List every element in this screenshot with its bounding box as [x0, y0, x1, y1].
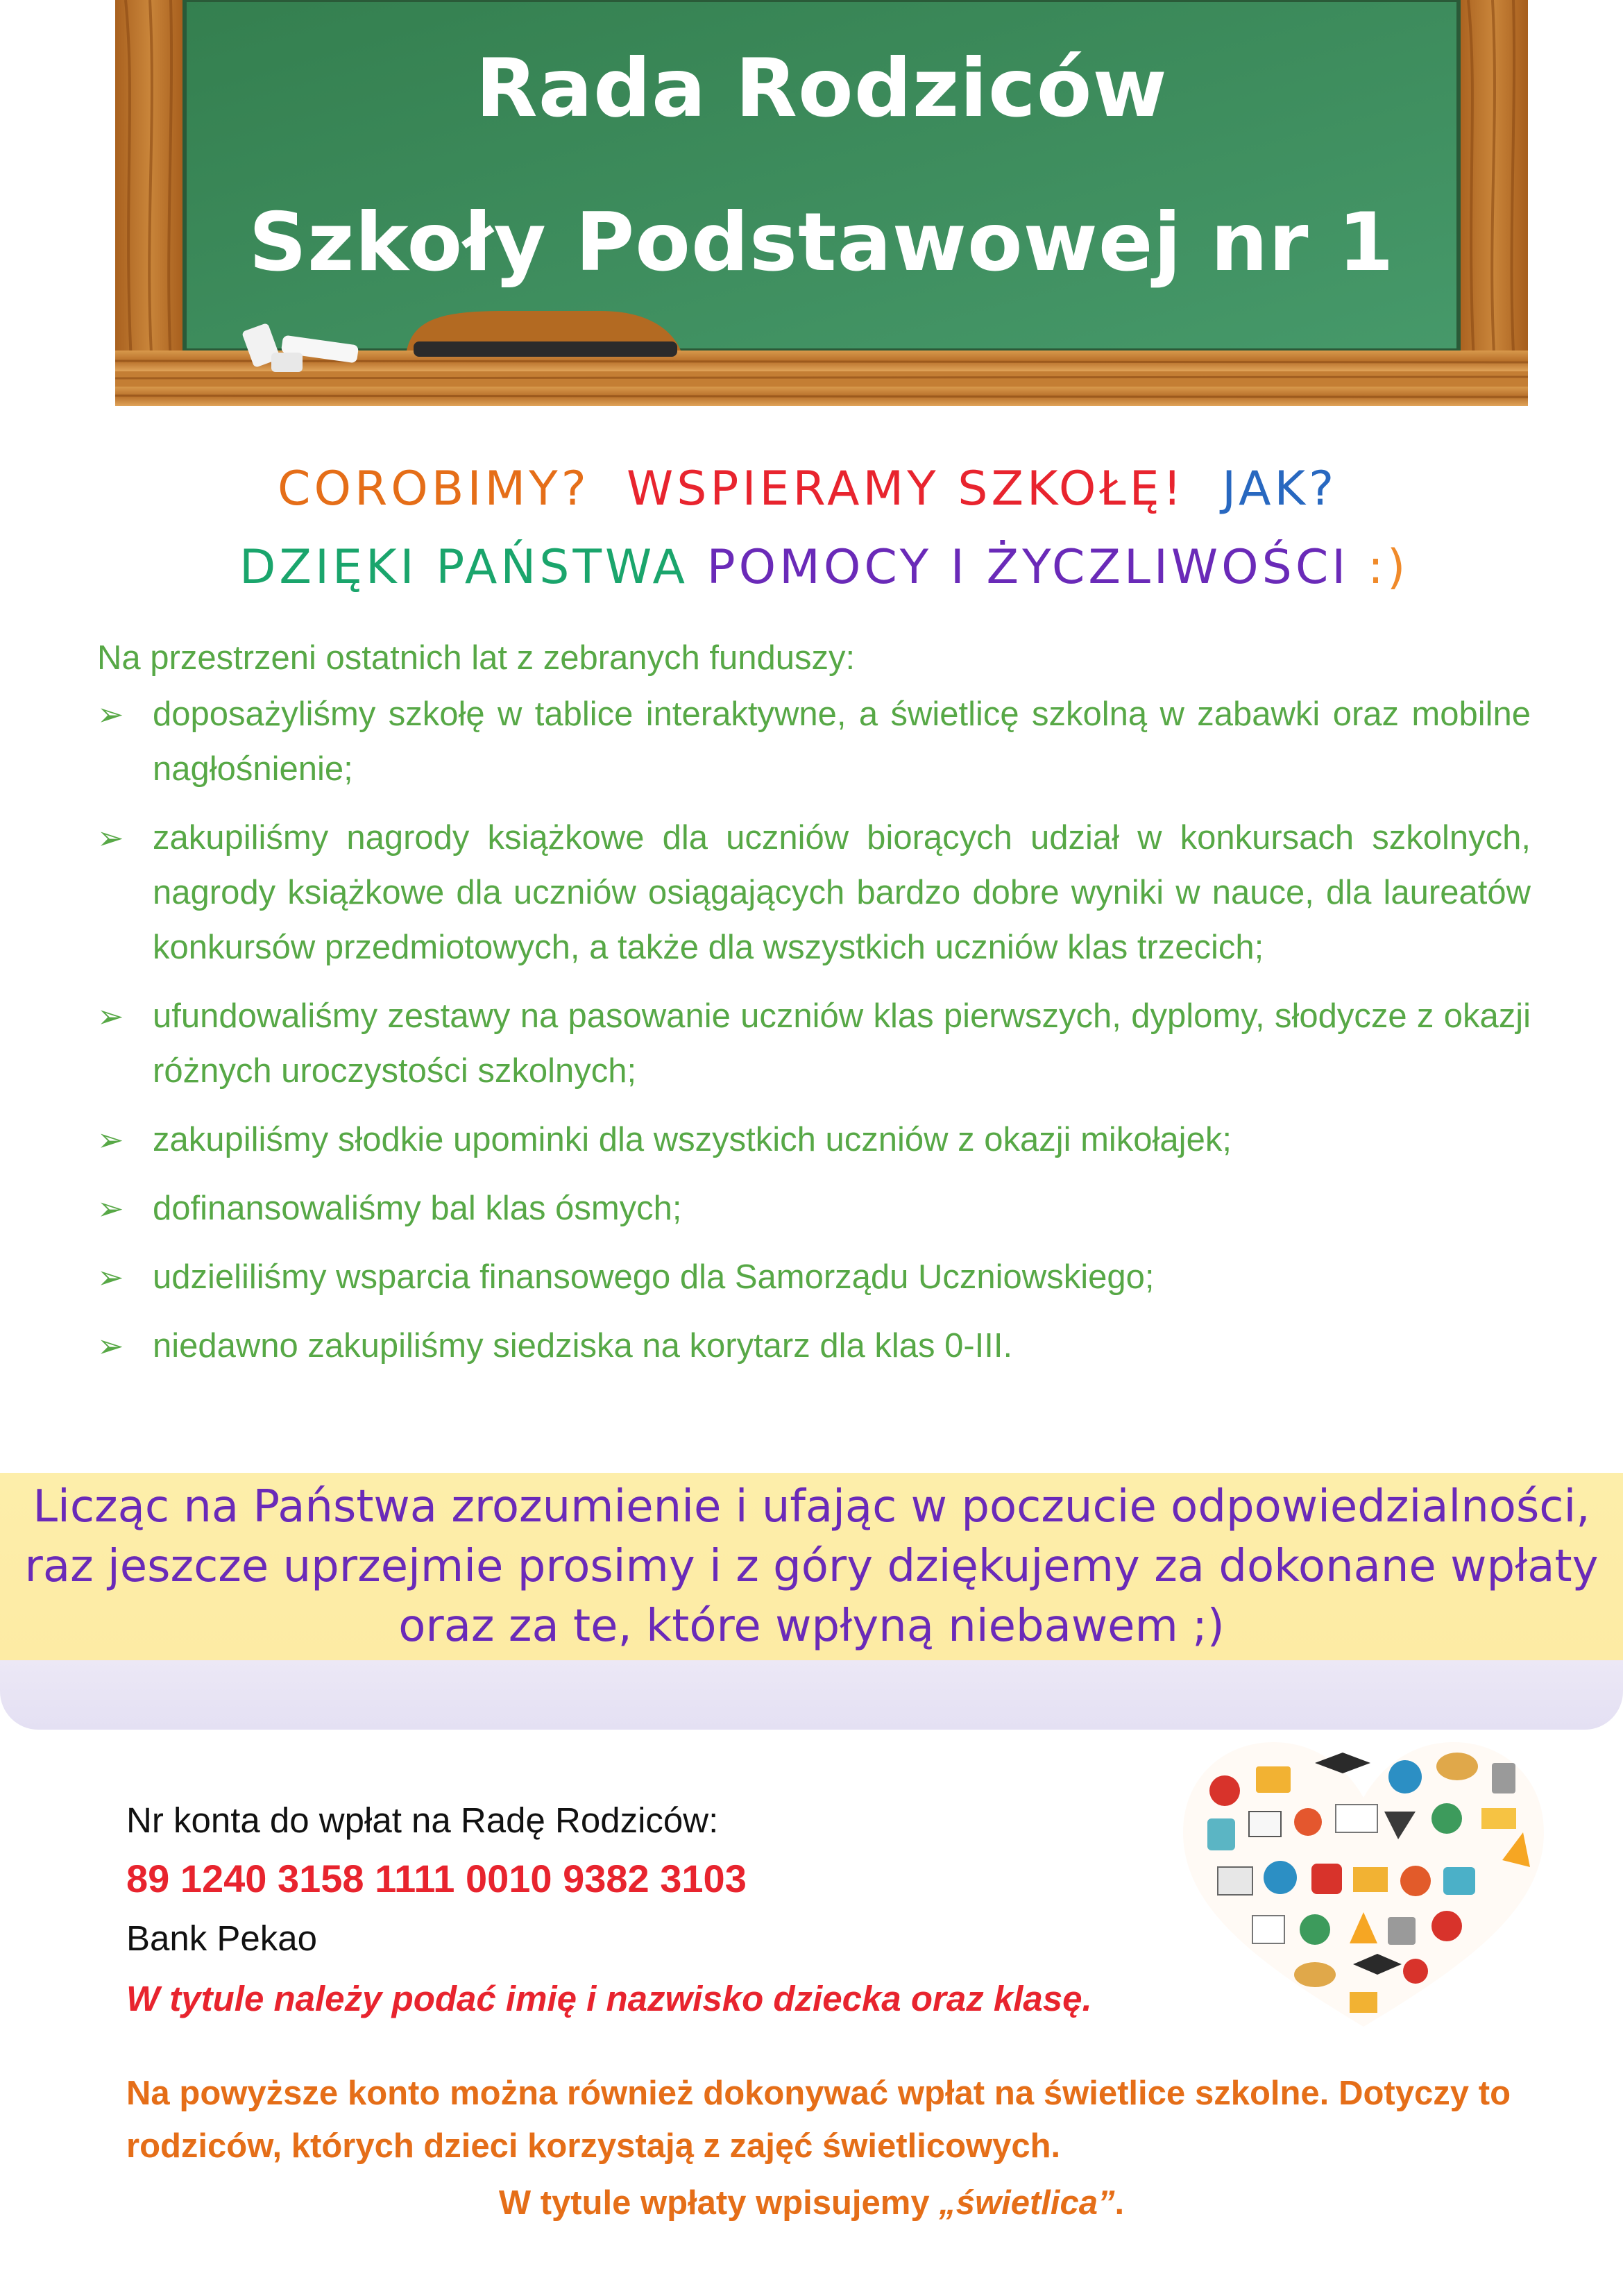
board-title-line2: Szkoły Podstawowej nr 1	[248, 196, 1395, 289]
headline-gap1	[590, 462, 627, 516]
headline-zyczliwosci: ŻYCZLIWOŚCI	[986, 540, 1350, 595]
apple-icon	[1400, 1866, 1431, 1896]
bank-name: Bank Pekao	[126, 1918, 318, 1958]
globe-icon	[1300, 1914, 1330, 1945]
transfer-title-note: W tytule należy podać imię i nazwisko dziecka oraz klasę.	[126, 1979, 1092, 2018]
globe-icon	[1431, 1803, 1462, 1834]
arrow-bullet-icon: ➢	[97, 1259, 124, 1295]
apple-icon	[1431, 1911, 1462, 1941]
headline-pomocy: POMOCY I	[706, 540, 987, 595]
list-item	[97, 1113, 1531, 1167]
arrow-bullet-icon: ➢	[97, 1190, 124, 1226]
calculator-icon	[1388, 1917, 1416, 1945]
chalkboard-header	[115, 0, 1528, 425]
globe-icon	[1388, 1760, 1422, 1793]
afterschool-title-line	[0, 2184, 1623, 2222]
list-item	[97, 1181, 1531, 1236]
palette-icon	[1294, 1962, 1336, 1987]
account-number: 89 1240 3158 1111 0010 9382 3103	[126, 1857, 747, 1900]
list-intro: Na przestrzeni ostatnich lat z zebranych funduszy:	[97, 639, 856, 677]
leaf-icon	[1294, 1808, 1322, 1836]
arrow-bullet-icon: ➢	[97, 1328, 124, 1364]
globe-icon	[1264, 1861, 1297, 1894]
afterschool-keyword: „świetlica”	[939, 2184, 1115, 2222]
funding-list	[97, 687, 1531, 1387]
backpack-icon	[1311, 1864, 1342, 1894]
list-item-text: dofinansowaliśmy bal klas ósmych;	[153, 1190, 682, 1227]
appeal-line3: oraz za te, które wpłyną niebawem ;)	[398, 1601, 1225, 1652]
headline-panstwa: PAŃSTWA	[436, 540, 707, 595]
headline-jak: JAK?	[1222, 462, 1338, 516]
book-icon	[1350, 1992, 1377, 2013]
appeal-line2: raz jeszcze uprzejmie prosimy i z góry dziękujemy za dokonane wpłaty	[24, 1541, 1599, 1592]
headline-wspieramy: WSPIERAMY SZKOŁĘ!	[627, 462, 1185, 516]
arrow-bullet-icon: ➢	[97, 696, 124, 732]
list-item	[97, 1319, 1531, 1374]
book-icon	[1353, 1867, 1388, 1892]
notepad-icon	[1218, 1867, 1252, 1895]
list-item-text: doposażyliśmy szkołę w tablice interaktywne, a świetlicę szkolną w zabawki oraz mobilne nagłośnienie;	[153, 695, 1531, 788]
account-label: Nr konta do wpłat na Radę Rodziców:	[126, 1800, 719, 1840]
headline-gap2	[1185, 462, 1222, 516]
palette-icon	[1436, 1753, 1478, 1780]
list-item	[97, 811, 1531, 975]
list-item	[97, 687, 1531, 797]
list-item-text: zakupiliśmy nagrody książkowe dla uczniów biorących udział w konkursach szkolnych, nagrody książkowe dla uczniów osiągających bardzo dobre wyniki w nauce, dla laureatów konkursów przedmiotowych, a także dla wszystkich uczniów klas trzecich;	[153, 819, 1531, 966]
list-item	[97, 989, 1531, 1099]
book-icon	[1256, 1766, 1291, 1793]
notebook-icon	[1252, 1916, 1284, 1943]
headline-smiley: :)	[1349, 540, 1409, 595]
notebook-icon	[1249, 1812, 1281, 1837]
appeal-line1: Licząc na Państwa zrozumienie i ufając w poczucie odpowiedzialności,	[33, 1481, 1590, 1533]
list-item-text: niedawno zakupiliśmy siedziska na korytarz dla klas 0-III.	[153, 1327, 1013, 1365]
list-item-text: ufundowaliśmy zestawy na pasowanie uczniów klas pierwszych, dyplomy, słodycze z okazji różnych uroczystości szkolnych;	[153, 997, 1531, 1090]
arrow-bullet-icon: ➢	[97, 1122, 124, 1158]
headline-line1	[278, 462, 1337, 516]
school-supplies-heart-icon	[1176, 1735, 1551, 2034]
headline-line2	[239, 540, 1409, 595]
afterschool-suffix: .	[1114, 2184, 1125, 2222]
list-item	[97, 1250, 1531, 1305]
list-item-text: zakupiliśmy słodkie upominki dla wszystkich uczniów z okazji mikołajek;	[153, 1121, 1232, 1158]
backpack-icon	[1443, 1867, 1475, 1895]
arrow-bullet-icon: ➢	[97, 998, 124, 1034]
afterschool-prefix: W tytule wpłaty wpisujemy	[498, 2184, 940, 2222]
apple-icon	[1209, 1775, 1240, 1806]
list-item-text: udzieliliśmy wsparcia finansowego dla Samorządu Uczniowskiego;	[153, 1258, 1155, 1296]
arrow-bullet-icon: ➢	[97, 820, 124, 856]
open-book-icon	[1336, 1805, 1377, 1832]
afterschool-paragraph: Na powyższe konto można również dokonywać wpłat na świetlice szkolne. Dotyczy to rodziców, których dzieci korzystają z zajęć świetlicowych.	[126, 2075, 1511, 2165]
appeal-banner-text	[0, 1477, 1623, 1656]
calculator-icon	[1492, 1763, 1515, 1793]
backpack-icon	[1207, 1818, 1235, 1850]
headline-robimy: ROBIMY?	[355, 462, 590, 516]
headline-dzieki: DZIĘKI	[239, 540, 436, 595]
headline-co: CO	[278, 462, 355, 516]
board-title-line1: Rada Rodziców	[475, 42, 1168, 135]
apple-icon	[1403, 1959, 1428, 1984]
pencil-icon	[1481, 1808, 1516, 1829]
